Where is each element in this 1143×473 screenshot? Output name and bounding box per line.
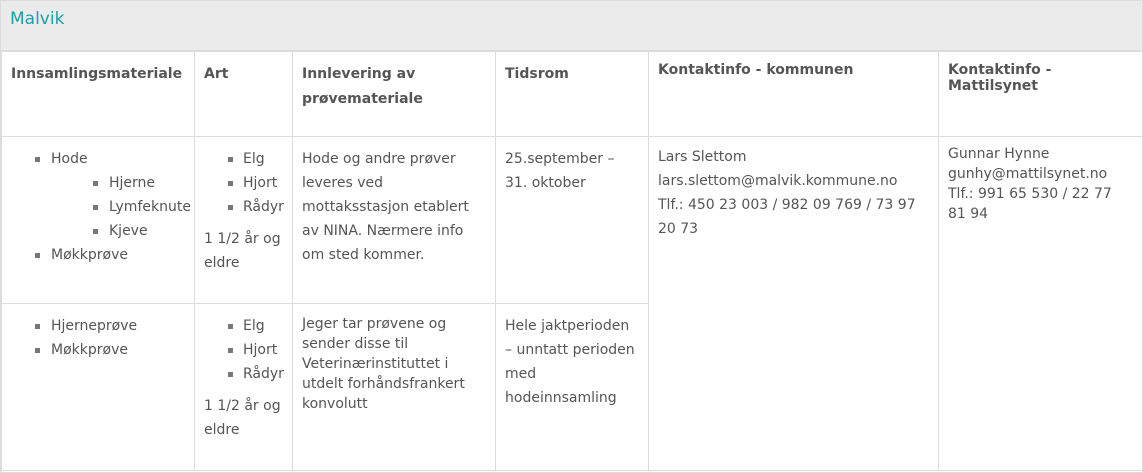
col-header-material: Innsamlingsmateriale [2,52,195,137]
list-item: Rådyr [195,362,292,386]
table-row [2,137,1143,304]
contact-name: Lars Slettom [658,149,747,165]
material-cell [2,137,195,304]
list-item: Møkkprøve [2,338,194,362]
section-header [1,1,1142,51]
delivery-text: Jeger tar prøvene og sender disse til Veterinærinstituttet i utdelt forhåndsfrankert konvolutt [302,316,465,412]
contact-phone: Tlf.: 991 65 530 / 22 77 81 94 [948,186,1112,222]
contact-phone: Tlf.: 450 23 003 / 982 09 769 / 73 97 20 73 [658,197,916,237]
material-cell [2,304,195,471]
list-item: Hjerneprøve [2,314,194,338]
table-header-row [2,52,1143,137]
period-cell [496,137,649,304]
list-item: Møkkprøve [2,243,194,267]
sampling-table [1,51,1143,471]
period-text: 25.september – 31. oktober [505,151,615,191]
list-item: Rådyr [195,195,292,219]
period-cell [496,304,649,471]
col-header-period: Tidsrom [496,52,649,137]
list-item: Elg [195,147,292,171]
contact-email: gunhy@mattilsynet.no [948,166,1108,182]
col-header-mattilsynet-contact: Kontaktinfo - Mattilsynet [939,52,1143,137]
kommune-contact-cell [649,137,939,471]
list-item: Hjerne [2,171,194,195]
period-text: Hele jaktperioden – unntatt perioden med hodeinnsamling [505,318,635,406]
species-cell [195,137,293,304]
delivery-cell [293,137,496,304]
list-item: Hode [2,147,194,171]
col-header-delivery: Innlevering av prøvemateriale [293,52,496,137]
age-text: 1 1/2 år og eldre [204,231,281,271]
delivery-text: Hode og andre prøver leveres ved mottaksstasjon etablert av NINA. Nærmere info om sted kommer. [302,151,469,263]
col-header-kommune-contact: Kontaktinfo - kommunen [649,52,939,137]
species-cell [195,304,293,471]
contact-email: lars.slettom@malvik.kommune.no [658,173,898,189]
mattilsynet-contact-cell [939,137,1143,471]
delivery-cell [293,304,496,471]
list-item: Lymfeknute [2,195,194,219]
age-text: 1 1/2 år og eldre [204,398,281,438]
list-item: Hjort [195,338,292,362]
col-header-species: Art [195,52,293,137]
contact-name: Gunnar Hynne [948,146,1050,162]
section-title: Malvik [10,9,65,29]
list-item: Kjeve [2,219,194,243]
list-item: Elg [195,314,292,338]
list-item: Hjort [195,171,292,195]
